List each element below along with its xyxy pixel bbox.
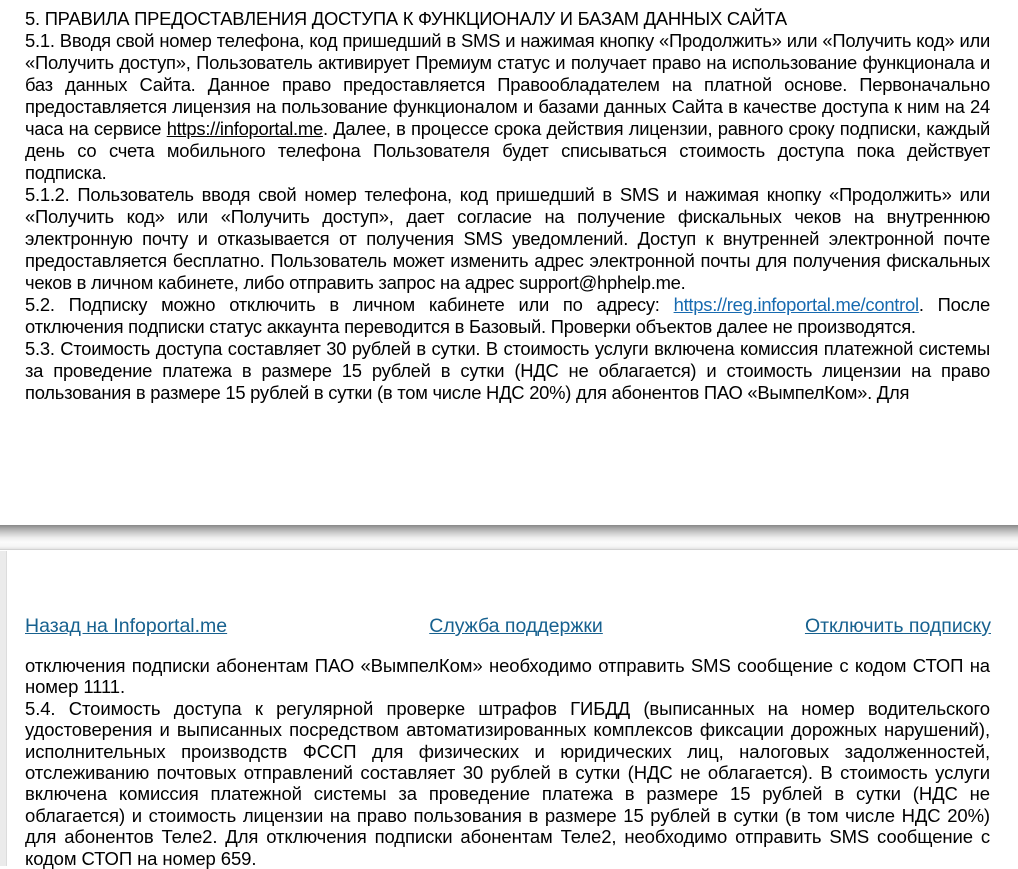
text-segment: 5.1. Вводя свой номер телефона, код пришедший в SMS и нажимая кнопку «Продолжить» или «Получить код» или «Получить доступ», Пользователь активирует Премиум статус и получает право на использование функционала и баз данных Сайта. Данное право предоставляется Правообладателем на платной основе. Первоначально предоставляется лицензия на пользование функционалом и базами данных Сайта в качестве доступа к ним на 24 часа на сервисе xyxy=(25,30,990,139)
terms-top-paragraphs xyxy=(25,30,990,404)
text-segment: 5.3. Стоимость доступа составляет 30 рублей в сутки. В стоимость услуги включена комиссия платежной системы за проведение платежа в размере 15 рублей в сутки (НДС не облагается) и стоимость лицензии на право пользования в размере 15 рублей в сутки (в том числе НДС 20%) для абонентов ПАО «ВымпелКом». Для xyxy=(25,338,990,403)
text-segment: 5.1.2. Пользователь вводя свой номер телефона, код пришедший в SMS и нажимая кнопку «Продолжить» или «Получить код» или «Получить доступ», дает согласие на получение фискальных чеков на внутреннюю электронную почту и отказывается от получения SMS уведомлений. Доступ к внутренней электронной почте предоставляется бесплатно. Пользователь может изменить адрес электронной почты для получения фискальных чеков в личном кабинете, либо отправить запрос на адрес xyxy=(25,184,990,293)
terms-bottom-section xyxy=(25,655,990,869)
left-edge-strip xyxy=(0,551,7,866)
paragraph-5-3-continuation xyxy=(25,655,990,698)
section-5-heading: 5. ПРАВИЛА ПРЕДОСТАВЛЕНИЯ ДОСТУПА К ФУНКЦИОНАЛУ И БАЗАМ ДАННЫХ САЙТА xyxy=(25,8,787,29)
infoportal-link[interactable]: https://infoportal.me xyxy=(166,118,323,139)
subscription-control-link[interactable]: https://reg.infoportal.me/control xyxy=(673,294,919,315)
paragraph-5-1 xyxy=(25,30,990,184)
horizontal-divider-band xyxy=(0,525,1018,550)
support-email-text: support@hphelp.me xyxy=(518,272,681,293)
text-segment: . Далее, в процессе срока действия лицензии, равного сроку подписки, каждый день со счета мобильного телефона Пользователя будет списываться стоимость доступа пока действует подписка. xyxy=(25,118,990,183)
paragraph-5-3-part xyxy=(25,338,990,404)
paragraph-5-2 xyxy=(25,294,990,338)
paragraph-5-4 xyxy=(25,698,990,869)
text-segment: 5.2. Подписку можно отключить в личном кабинете или по адресу: xyxy=(25,294,674,315)
text-segment: . После отключения подписки статус аккаунта переводится в Базовый. Проверки объектов далее не производятся. xyxy=(25,294,990,337)
terms-top-section xyxy=(25,8,990,404)
back-to-infoportal-link[interactable]: Назад на Infoportal.me xyxy=(25,615,228,637)
support-service-link[interactable]: Служба поддержки xyxy=(429,615,603,637)
footer-links-bar xyxy=(25,615,991,638)
paragraph-5-1-2 xyxy=(25,184,990,294)
text-segment: . xyxy=(680,272,686,293)
text-segment: 5.4. Стоимость доступа к регулярной проверке штрафов ГИБДД (выписанных на номер водительского удостоверения и выписанных посредством автоматизированных комплексов фиксации дорожных нарушений), исполнительных производств ФССП для физических и юридических лиц, налоговых задолженностей, отслеживанию почтовых отправлений составляет 30 рублей в сутки (НДС не облагается). В стоимость услуги включена комиссия платежной системы за проведение платежа в размере 15 рублей в сутки (НДС не облагается) и стоимость лицензии на право пользования в размере 15 рублей в сутки (в том числе НДС 20%) для абонентов Теле2. Для отключения подписки абонентам Теле2, необходимо отправить SMS сообщение с кодом СТОП на номер 659. xyxy=(25,697,990,869)
text-segment: отключения подписки абонентам ПАО «ВымпелКом» необходимо отправить SMS сообщение с кодом СТОП на номер 1111. xyxy=(25,655,990,698)
unsubscribe-link[interactable]: Отключить подписку xyxy=(804,615,991,637)
